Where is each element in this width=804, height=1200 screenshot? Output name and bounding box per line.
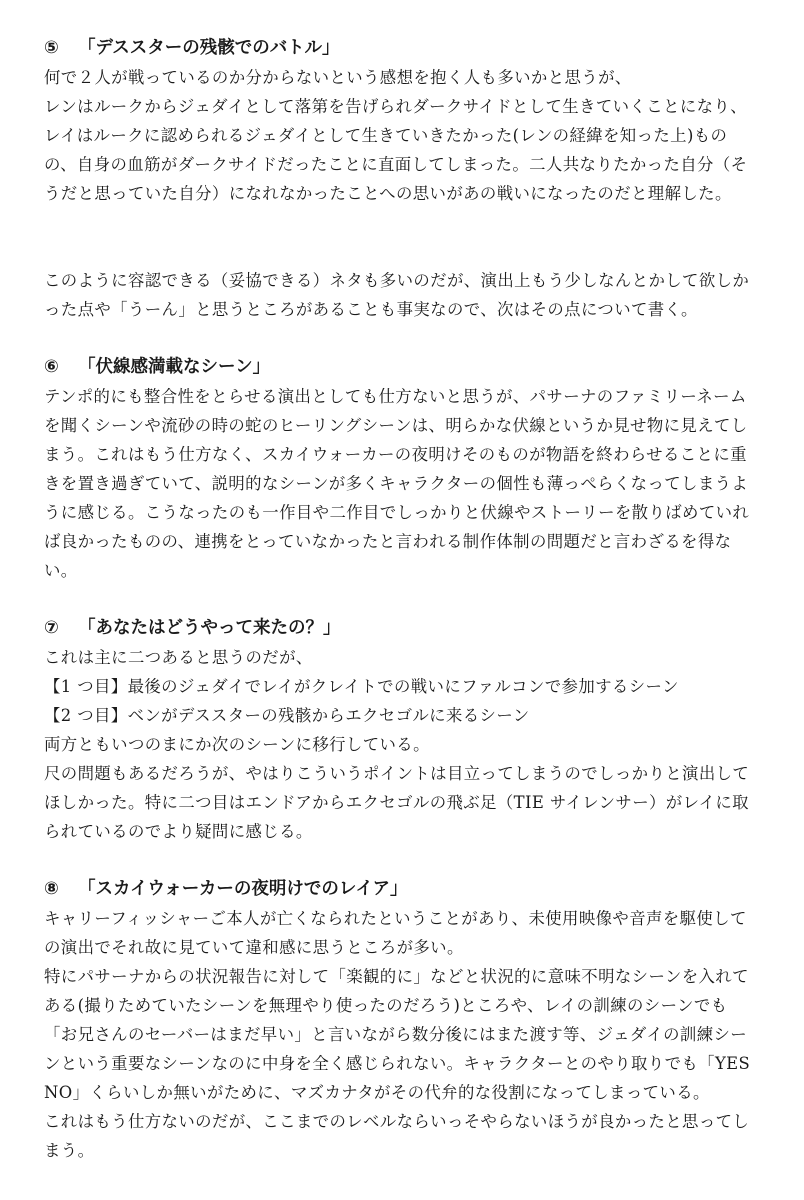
paragraph-line: これはもう仕方ないのだが、ここまでのレベルならいっそやらないほうが良かったと思ってし: [44, 1112, 750, 1131]
paragraph-line: 尺の問題もあるだろうが、やはりこういうポイントは目立ってしまうのでしっかりと演出して: [44, 764, 750, 783]
paragraph-line: い。: [44, 561, 78, 580]
paragraph-line: ほしかった。特に二つ目はエンドアからエクセゴルの飛ぶ足（TIE サイレンサー）がレイに取: [44, 793, 749, 812]
paragraph-line: 何で２人が戦っているのか分からないという感想を抱く人も多いかと思うが、: [44, 68, 632, 87]
paragraph-line: NO」くらいしか無いがために、マズカナタがその代弁的な役割になってしまっている。: [44, 1083, 710, 1102]
paragraph-line: った点や「うーん」と思うところがあることも事実なので、次はその点について書く。: [44, 300, 698, 319]
paragraph-line: 両方ともいつのまにか次のシーンに移行している。: [44, 735, 430, 754]
section-heading: [44, 614, 764, 643]
paragraph-line: このように容認できる（妥協できる）ネタも多いのだが、演出上もう少しなんとかして欲しか: [44, 271, 750, 290]
paragraph-line: キャリーフィッシャーご本人が亡くなられたということがあり、未使用映像や音声を駆使して: [44, 909, 747, 928]
spacer: [44, 846, 764, 875]
section-heading: [44, 353, 764, 382]
section-number: ⑧: [44, 879, 59, 899]
transition-paragraph: [44, 266, 764, 324]
section-title: 「あなたはどうやって来たの？」: [78, 618, 341, 638]
paragraph-line: 【1 つ目】最後のジェダイでレイがクレイトでの戦いにファルコンで参加するシーン: [44, 677, 679, 696]
paragraph-line: レイはルークに認められるジェダイとして生きていきたかった(レンの経緯を知った上)もの: [44, 126, 728, 145]
paragraph-line: られているのでより疑問に感じる。: [44, 822, 313, 841]
paragraph-line: ある(撮りためていたシーンを無理やり使ったのだろう)ところや、レイの訓練のシーンでも: [44, 996, 728, 1015]
paragraph-line: レンはルークからジェダイとして落第を告げられダークサイドとして生きていくことになり、: [44, 97, 747, 116]
paragraph-line: うだと思っていた自分）になれなかったことへの思いがあの戦いになったのだと理解した。: [44, 184, 732, 203]
section-number: ⑦: [44, 618, 59, 638]
paragraph-line: うに感じる。こうなったのも一作目や二作目でしっかりと伏線やストーリーを散りばめていれ: [44, 503, 750, 522]
section-5: [44, 34, 764, 208]
paragraph-line: を聞くシーンや流砂の時の蛇のヒーリングシーンは、明らかな伏線というか見せ物に見えてし: [44, 416, 748, 435]
paragraph-line: 「お兄さんのセーバーはまだ早い」と言いながら数分後にはまた渡す等、ジェダイの訓練シー: [44, 1025, 748, 1044]
paragraph-line: テンポ的にも整合性をとらせる演出としても仕方ないと思うが、パサーナのファミリーネーム: [44, 387, 747, 406]
section-number: ⑥: [44, 357, 59, 377]
section-7: [44, 614, 764, 846]
paragraph-line: 【2 つ目】ベンがデススターの残骸からエクセゴルに来るシーン: [44, 706, 530, 725]
section-title: 「スカイウォーカーの夜明けでのレイア」: [78, 879, 408, 899]
document-page: [44, 34, 764, 1165]
section-8: [44, 875, 764, 1165]
section-heading: [44, 875, 764, 904]
paragraph-line: これは主に二つあると思うのだが、: [44, 648, 313, 667]
paragraph-line: の、自身の血筋がダークサイドだったことに直面してしまった。二人共なりたかった自分（そ: [44, 155, 748, 174]
spacer: [44, 324, 764, 353]
spacer: [44, 585, 764, 614]
section-title: 「伏線感満載なシーン」: [78, 357, 271, 377]
paragraph-line: まう。: [44, 1141, 95, 1160]
section-number: ⑤: [44, 38, 59, 58]
section-6: [44, 353, 764, 585]
section-title: 「デススターの残骸でのバトル」: [78, 38, 340, 58]
paragraph-line: きを置き過ぎていて、説明的なシーンが多くキャラクターの個性も薄っぺらくなってしまうよ: [44, 474, 749, 493]
paragraph-line: ば良かったものの、連携をとっていなかったと言われる制作体制の問題だと言わざるを得な: [44, 532, 732, 551]
paragraph-line: まう。これはもう仕方なく、スカイウォーカーの夜明けそのものが物語を終わらせることに重: [44, 445, 747, 464]
paragraph-line: ンという重要なシーンなのに中身を全く感じられない。キャラクターとのやり取りでも「YES: [44, 1054, 751, 1073]
paragraph-line: の演出でそれ故に見ていて違和感に思うところが多い。: [44, 938, 464, 957]
section-heading: [44, 34, 764, 63]
spacer: [44, 208, 764, 266]
paragraph-line: 特にパサーナからの状況報告に対して「楽観的に」などと状況的に意味不明なシーンを入れて: [44, 967, 749, 986]
